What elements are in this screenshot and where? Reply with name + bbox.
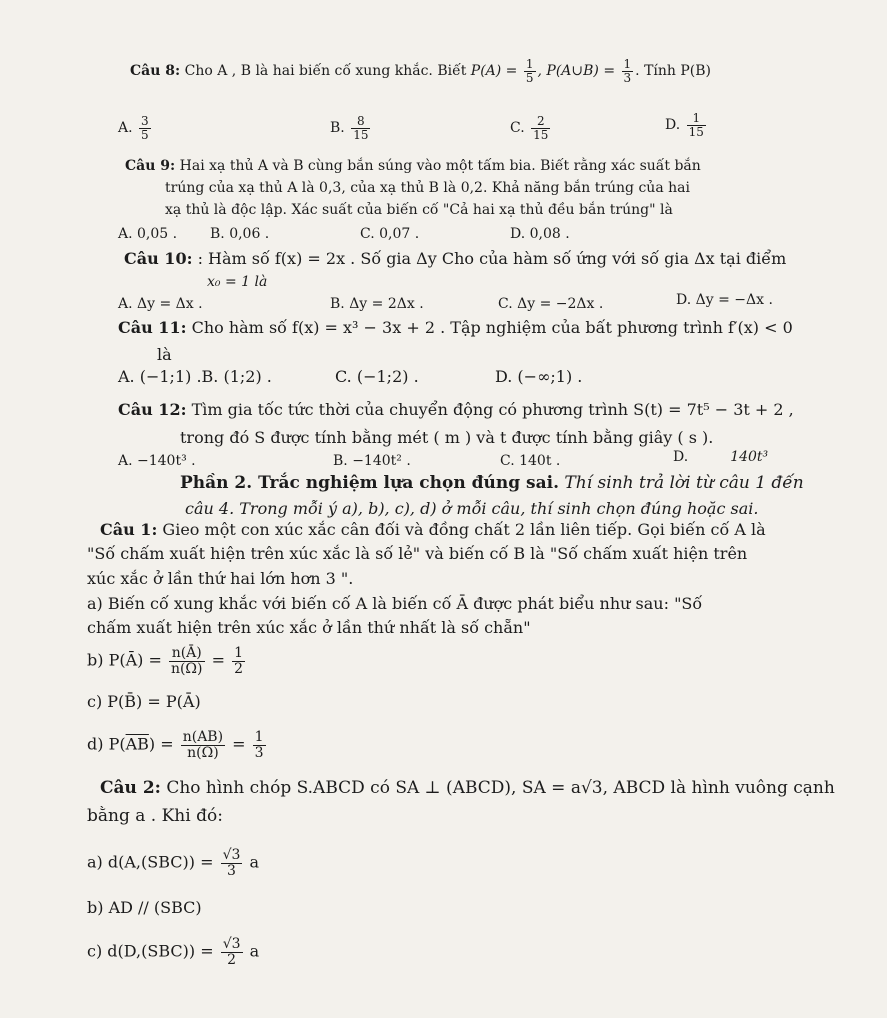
q12-option-a: A. −140t³ . [118,453,196,469]
q10-label: Câu 10: [124,249,193,268]
p1-item-d: d) $P(\overline{AB})$ = $\frac{n(AB)}{n(\Omega)}$ = $\frac{1}{3}$ [87,729,264,761]
q8-label: Câu 8: [130,63,181,80]
p2-line1: Câu 2: Cho hình chóp S.ABCD có SA ⊥ (ABCD), SA = a√3, ABCD là hình vuông cạnh [100,778,835,798]
q10-line2: x₀ = 1 là [207,274,268,290]
q11-option-ab: A. (−1;1) .B. (1;2) . [118,367,272,386]
q10-option-b: B. Δy = 2Δx . [330,296,424,312]
part2-title: Phần 2. Trắc nghiệm lựa chọn đúng sai. Thí sinh trả lời từ câu 1 đến [180,473,804,493]
q11-label: Câu 11: [118,318,187,337]
q9-line2: trúng của xạ thủ A là 0,3, của xạ thủ B là 0,2. Khả năng bắn trúng của hai [165,180,690,196]
q9-option-d: D. 0,08 . [510,226,570,242]
q8-paub-fraction: $\frac{1}{3}$ [623,57,632,85]
p1-item-a-line1: a) Biến cố xung khắc với biến cố A là biến cố Ā được phát biểu như sau: "Số [87,594,703,613]
p1-line2: "Số chấm xuất hiện trên xúc xắc là số lẻ" và biến cố B là "Số chấm xuất hiện trên [87,544,748,563]
q9-label: Câu 9: [125,158,176,174]
p1-line3: xúc xắc ở lần thứ hai lớn hơn 3 ". [87,569,354,588]
p2-label: Câu 2: [100,778,161,798]
q12-option-c: C. 140t . [500,453,561,469]
q10-line1: Câu 10: : Hàm số f(x) = 2x . Số gia Δy Cho của hàm số ứng với số gia Δx tại điểm [124,249,787,268]
q8-option-a: A. $\frac{3}{5}$ [118,114,149,142]
p1-line1: Câu 1: Gieo một con xúc xắc cân đối và đồng chất 2 lần liên tiếp. Gọi biến cố A là [100,520,766,539]
q10-option-a: A. Δy = Δx . [118,296,203,312]
q11-line1: Câu 11: Cho hàm số f(x) = x³ − 3x + 2 . Tập nghiệm của bất phương trình f′(x) < 0 [118,318,793,337]
q12-line2: trong đó S được tính bằng mét ( m ) và t được tính bằng giây ( s ). [180,428,714,447]
q8-option-b: B. $\frac{8}{15}$ [330,114,369,142]
q12-line1: Câu 12: Tìm gia tốc tức thời của chuyển động có phương trình S(t) = 7t⁵ − 3t + 2 , [118,400,794,419]
q12-option-b: B. −140t² . [333,453,411,469]
p2-item-a: a) d(A,(SBC)) = $\frac{√3}{3}$ a [87,847,260,879]
p2-item-c: c) d(D,(SBC)) = $\frac{√3}{2}$ a [87,936,260,968]
q11-line2: là [157,345,172,364]
q8-pa-fraction: $\frac{1}{5}$ [525,57,534,85]
p1-item-b: b) P(Ā) = $\frac{n(Ā)}{n(\Omega)}$ = $\frac{1}{2}$ [87,645,244,677]
q9-option-b: B. 0,06 . [210,226,270,242]
part2-instructions: câu 4. Trong mỗi ý a), b), c), d) ở mỗi câu, thí sinh chọn đúng hoặc sai. [185,499,759,518]
q10-option-d: D. Δy = −Δx . [676,292,773,308]
q8-option-d: D. $\frac{1}{15}$ [665,111,704,139]
p1-item-c: c) P(B̄) = P(Ā) [87,692,201,711]
q9-line3: xạ thủ là độc lập. Xác suất của biến cố "Cả hai xạ thủ đều bắn trúng" là [165,202,673,218]
q8-stem: Câu 8: Cho A , B là hai biến cố xung khắc. Biết P(A) = $\frac{1}{5}$ , P(A∪B) = $\frac{1}{3}$ . Tính P(B) [130,57,712,85]
q9-line1: Câu 9: Hai xạ thủ A và B cùng bắn súng vào một tấm bia. Biết rằng xác suất bắn [125,158,701,174]
q12-label: Câu 12: [118,400,187,419]
q11-option-c: C. (−1;2) . [335,367,419,386]
q12-option-d: D. 140t³ [673,449,769,465]
p1-label: Câu 1: [100,520,158,539]
p1-item-a-line2: chấm xuất hiện trên xúc xắc ở lần thứ nhất là số chẵn" [87,618,531,637]
q11-option-d: D. (−∞;1) . [495,367,583,386]
p2-item-b: b) AD // (SBC) [87,898,202,917]
q9-option-c: C. 0,07 . [360,226,420,242]
q9-option-a: A. 0,05 . [118,226,178,242]
q10-option-c: C. Δy = −2Δx . [498,296,604,312]
q8-option-c: C. $\frac{2}{15}$ [510,114,549,142]
p2-line2: bằng a . Khi đó: [87,806,223,826]
